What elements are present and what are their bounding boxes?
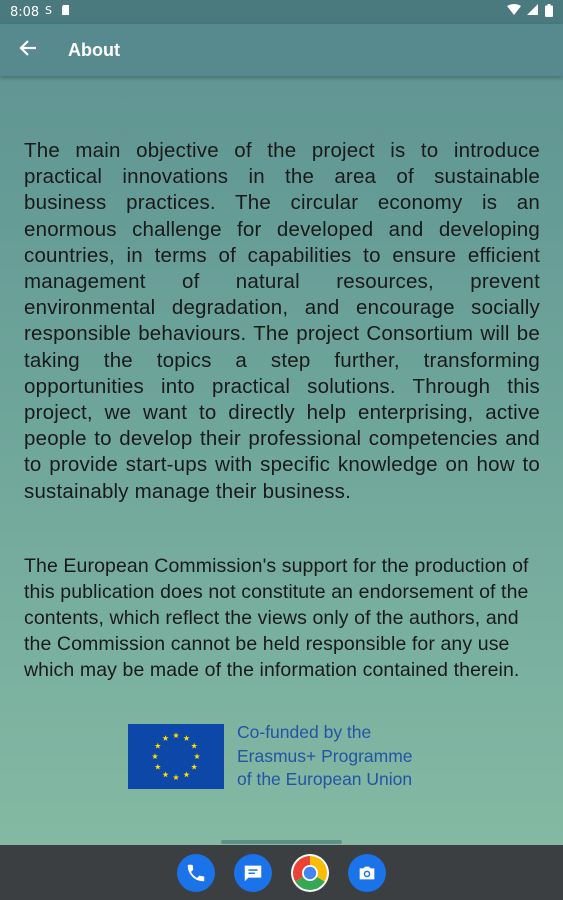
eu-star [173,732,179,738]
eu-cofunded-logo [128,721,413,792]
battery-icon [545,4,553,21]
status-time: 8:08 [10,4,40,20]
about-content [24,138,540,683]
data-saver-icon [45,4,55,20]
status-bar [0,0,563,24]
chrome-app-icon[interactable] [291,854,329,892]
eu-star [162,771,168,777]
eu-star [155,764,161,770]
svg-text:S: S [45,4,53,16]
eu-text-line-3: of the European Union [237,769,413,789]
wifi-icon [507,4,521,20]
eu-star [152,753,158,759]
eu-star [191,743,197,749]
eu-star [183,735,189,741]
camera-app-icon[interactable] [348,854,386,892]
gesture-handle[interactable] [221,840,342,844]
eu-star [162,735,168,741]
dock [0,845,563,900]
eu-star [183,771,189,777]
eu-disclaimer: The European Commission's support for the production of this publication does not constitute an endorsement of the contents, which reflect the views only of the authors, and the Commission cannot be held responsible for any use which may be made of the information contained therein. [24,554,529,681]
back-button[interactable] [0,24,56,76]
arrow-back-icon [19,39,37,61]
page-title: About [68,39,120,60]
eu-flag-icon [128,724,224,789]
eu-star [191,764,197,770]
eu-text-line-1: Co-funded by the [237,722,372,742]
eu-star [173,774,179,780]
project-description: The main objective of the project is to introduce practical innovations in the area of sustainable business practices. The circular economy is an enormous challenge for developed and developing countries, in terms of capabilities to ensure efficient management of natural resources, prevent environmental degradation, and encourage socially responsible behaviours. The project Consortium will be taking the topics a step further, transforming opportunities into practical solutions. Through this project, we want to directly help enterprising, active people to develop their professional competencies and to provide start-ups with specific knowledge on how to sustainably manage their business. [24,139,540,503]
signal-icon [527,4,539,20]
eu-star [194,753,200,759]
phone-app-icon[interactable] [177,854,215,892]
eu-cofunded-text [237,721,413,792]
app-bar [0,24,563,76]
eu-star [155,743,161,749]
sd-card-icon [61,4,71,20]
eu-text-line-2: Erasmus+ Programme [237,745,413,766]
messages-app-icon[interactable] [234,854,272,892]
